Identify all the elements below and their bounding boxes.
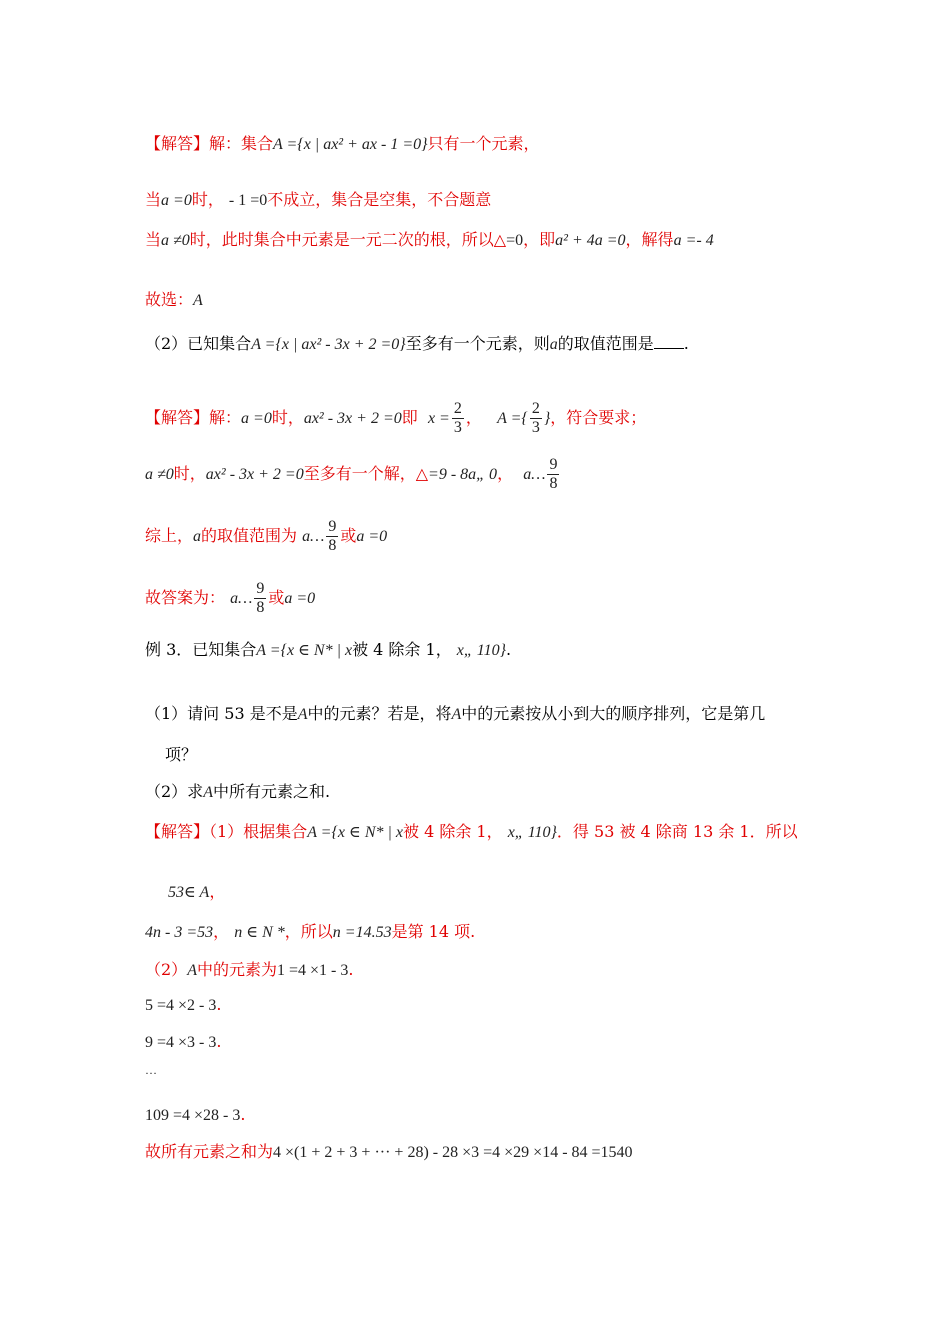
solution-line-6: 【解答】解：a =0时，ax² - 3x + 2 =0即 x = $\frac{2}{3}$ ， A ={ $\frac{2}{3}$ }，符合要求； — [145, 400, 647, 436]
solution-line-7: a ≠0时，ax² - 3x + 2 =0至多有一个解，△=9 - 8a„ 0， a… $\frac{9}{8}$ — [145, 456, 558, 492]
set-expression: A ={x | ax² + ax - 1 =0} — [273, 136, 428, 153]
solution-3-line-8: 故所有元素之和为4 ×(1 + 2 + 3 + ··· + 28) - 28 ×3 =4 ×29 ×14 - 84 =1540 — [145, 1142, 633, 1161]
solution-line-8: 综上，a的取值范围为 a… $\frac{9}{8}$ 或a =0 — [145, 518, 388, 554]
answer-tag: 【解答】解： — [145, 408, 242, 427]
fraction: $\frac{2}{3}$ — [531, 400, 540, 436]
fraction: $\frac{9}{8}$ — [549, 456, 558, 492]
question-3-2: （2）求A中所有元素之和. — [145, 782, 331, 801]
solution-3-line-1: 【解答】（1）根据集合A ={x ∈ N* | x被 4 除余 1， x„ 110}．得 53 被 4 除商 13 余 1．所以 — [145, 822, 798, 841]
solution-line-3: 当a ≠0时，此时集合中元素是一元二次的根，所以△=0，即a² + 4a =0，解得a =- 4 — [145, 230, 714, 249]
answer-tag: 【解答】解：集合 — [145, 134, 274, 153]
question-3-1-cont: 项？ — [165, 745, 198, 764]
answer-blank — [654, 334, 684, 349]
ellipsis-line: … — [145, 1063, 157, 1077]
solution-line-9: 故答案为： a… $\frac{9}{8}$ 或a =0 — [145, 580, 316, 616]
solution-3-line-2: 53∈ A， — [168, 882, 226, 901]
fraction: $\frac{9}{8}$ — [256, 580, 265, 616]
solution-3-line-5: 5 =4 ×2 - 3. — [145, 995, 222, 1014]
fraction: $\frac{9}{8}$ — [328, 518, 337, 554]
solution-line-1: 【解答】解：集合A ={x | ax² + ax - 1 =0}只有一个元素， — [145, 134, 540, 153]
solution-3-line-6: 9 =4 ×3 - 3. — [145, 1032, 222, 1051]
fraction: $\frac{2}{3}$ — [453, 400, 462, 436]
solution-3-line-3: 4n - 3 =53， n ∈ N *，所以n =14.53是第 14 项. — [145, 922, 476, 941]
solution-line-2: 当a =0时， - 1 =0不成立，集合是空集，不合题意 — [145, 190, 492, 209]
answer-tag: 【解答】（1）根据集合 — [145, 822, 308, 841]
example-3: 例 3．已知集合A ={x ∈ N* | x被 4 除余 1， x„ 110}. — [145, 640, 512, 659]
solution-line-4: 故选：A — [145, 290, 203, 309]
question-2: （2）已知集合A ={x | ax² - 3x + 2 =0}至多有一个元素，则a的取值范围是 . — [145, 334, 689, 353]
question-3-1: （1）请问 53 是不是A中的元素？若是，将A中的元素按从小到大的顺序排列，它是第几 — [145, 704, 766, 723]
solution-3-line-4: （2）A中的元素为1 =4 ×1 - 3. — [145, 960, 354, 979]
solution-3-line-7: 109 =4 ×28 - 3. — [145, 1105, 246, 1124]
